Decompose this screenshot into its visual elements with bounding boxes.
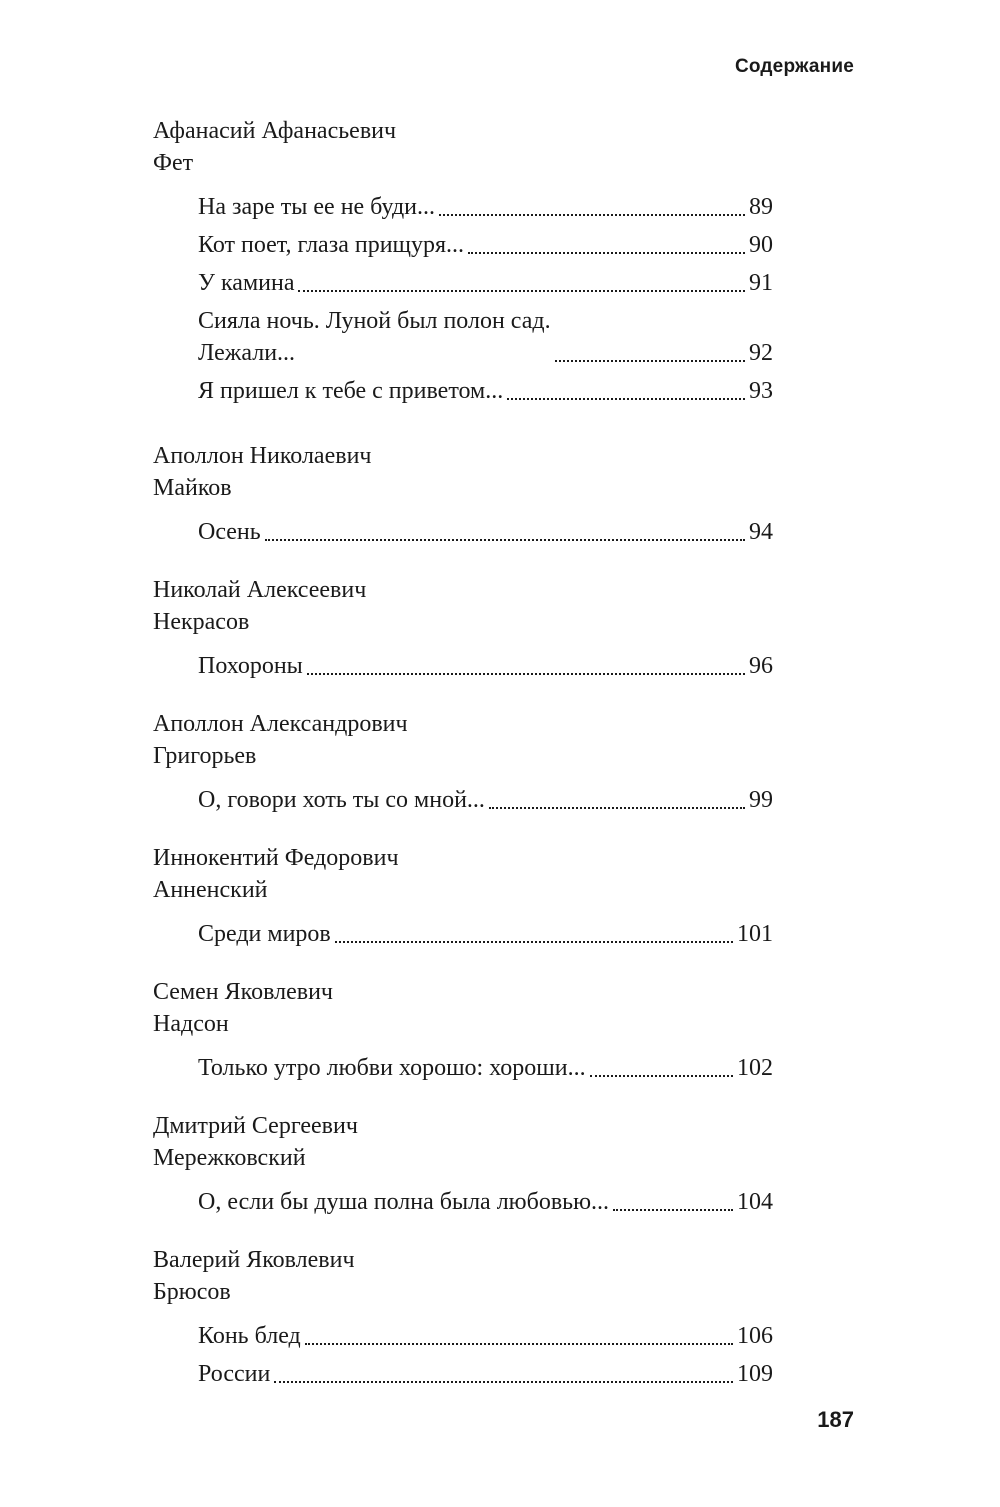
dot-leader <box>305 1343 733 1345</box>
entry-title: Я пришел к тебе с приветом... <box>198 378 504 404</box>
toc-section-fet <box>153 115 773 413</box>
author-last-name: Григорьев <box>153 743 257 769</box>
author-last-name: Мережковский <box>153 1145 306 1171</box>
entry-title: Только утро любви хорошо: хороши... <box>198 1055 586 1081</box>
toc-entry[interactable] <box>198 1358 773 1390</box>
page-number: 187 <box>817 1407 854 1432</box>
author-last-name: Брюсов <box>153 1279 231 1305</box>
entry-page: 99 <box>749 787 773 813</box>
toc-section-merezhkovsky <box>153 1110 773 1224</box>
toc-entry[interactable] <box>198 229 773 261</box>
entry-page: 104 <box>737 1189 773 1215</box>
dot-leader <box>590 1075 733 1077</box>
dot-leader <box>335 941 733 943</box>
author-first-name: Иннокентий Федорович <box>153 845 399 871</box>
entry-title: России <box>198 1361 271 1387</box>
dot-leader <box>439 214 745 216</box>
entry-page: 91 <box>749 270 773 296</box>
toc-section-nadson <box>153 976 773 1090</box>
author-first-name: Аполлон Александрович <box>153 711 408 737</box>
author-first-name: Афанасий Афанасьевич <box>153 118 397 144</box>
running-head: Содержание <box>734 56 854 77</box>
entry-title: О, если бы душа полна была любовью... <box>198 1189 610 1215</box>
entry-title: Среди миров <box>198 921 331 947</box>
toc-section-bryusov <box>153 1244 773 1396</box>
entry-page: 89 <box>749 194 773 220</box>
toc-section-annensky <box>153 842 773 956</box>
entry-title: Сияла ночь. Луной был полон сад. Лежали... <box>198 308 551 366</box>
toc-entry[interactable] <box>198 305 773 369</box>
toc-entry[interactable] <box>198 1052 773 1084</box>
entry-title: Похороны <box>198 653 303 679</box>
toc-entry[interactable] <box>198 650 773 682</box>
dot-leader <box>507 398 745 400</box>
toc-section-maikov <box>153 440 773 554</box>
author-first-name: Семен Яковлевич <box>153 979 333 1005</box>
entry-page: 102 <box>737 1055 773 1081</box>
toc-entry[interactable] <box>198 918 773 950</box>
dot-leader <box>298 290 745 292</box>
toc-entry[interactable] <box>198 1320 773 1352</box>
author-last-name: Анненский <box>153 877 268 903</box>
author-first-name: Николай Алексеевич <box>153 577 367 603</box>
toc-entry[interactable] <box>198 1186 773 1218</box>
entry-page: 90 <box>749 232 773 258</box>
author-last-name: Майков <box>153 475 232 501</box>
dot-leader <box>468 252 745 254</box>
toc-entry[interactable] <box>198 375 773 407</box>
entry-page: 96 <box>749 653 773 679</box>
author-last-name: Некрасов <box>153 609 250 635</box>
author-first-name: Аполлон Николаевич <box>153 443 372 469</box>
entry-title: Осень <box>198 519 261 545</box>
entry-title: На заре ты ее не буди... <box>198 194 436 220</box>
entry-page: 106 <box>737 1323 773 1349</box>
author-first-name: Валерий Яковлевич <box>153 1247 355 1273</box>
dot-leader <box>613 1209 733 1211</box>
entry-page: 101 <box>737 921 773 947</box>
entry-title: Кот поет, глаза прищуря... <box>198 232 465 258</box>
entry-page: 109 <box>737 1361 773 1387</box>
dot-leader <box>555 360 745 362</box>
dot-leader <box>307 673 745 675</box>
toc-entry[interactable] <box>198 191 773 223</box>
entry-title: У камина <box>198 270 295 296</box>
entry-title: О, говори хоть ты со мной... <box>198 787 485 813</box>
dot-leader <box>265 539 745 541</box>
toc-section-nekrasov <box>153 574 773 688</box>
toc-section-grigoriev <box>153 708 773 822</box>
toc-entry[interactable] <box>198 267 773 299</box>
author-last-name: Фет <box>153 150 194 176</box>
toc-entry[interactable] <box>198 516 773 548</box>
author-last-name: Надсон <box>153 1011 229 1037</box>
author-first-name: Дмитрий Сергеевич <box>153 1113 358 1139</box>
entry-page: 94 <box>749 519 773 545</box>
entry-page: 93 <box>749 378 773 404</box>
dot-leader <box>274 1381 733 1383</box>
entry-title: Конь блед <box>198 1323 301 1349</box>
entry-page: 92 <box>749 340 773 366</box>
dot-leader <box>489 807 745 809</box>
toc-entry[interactable] <box>198 784 773 816</box>
